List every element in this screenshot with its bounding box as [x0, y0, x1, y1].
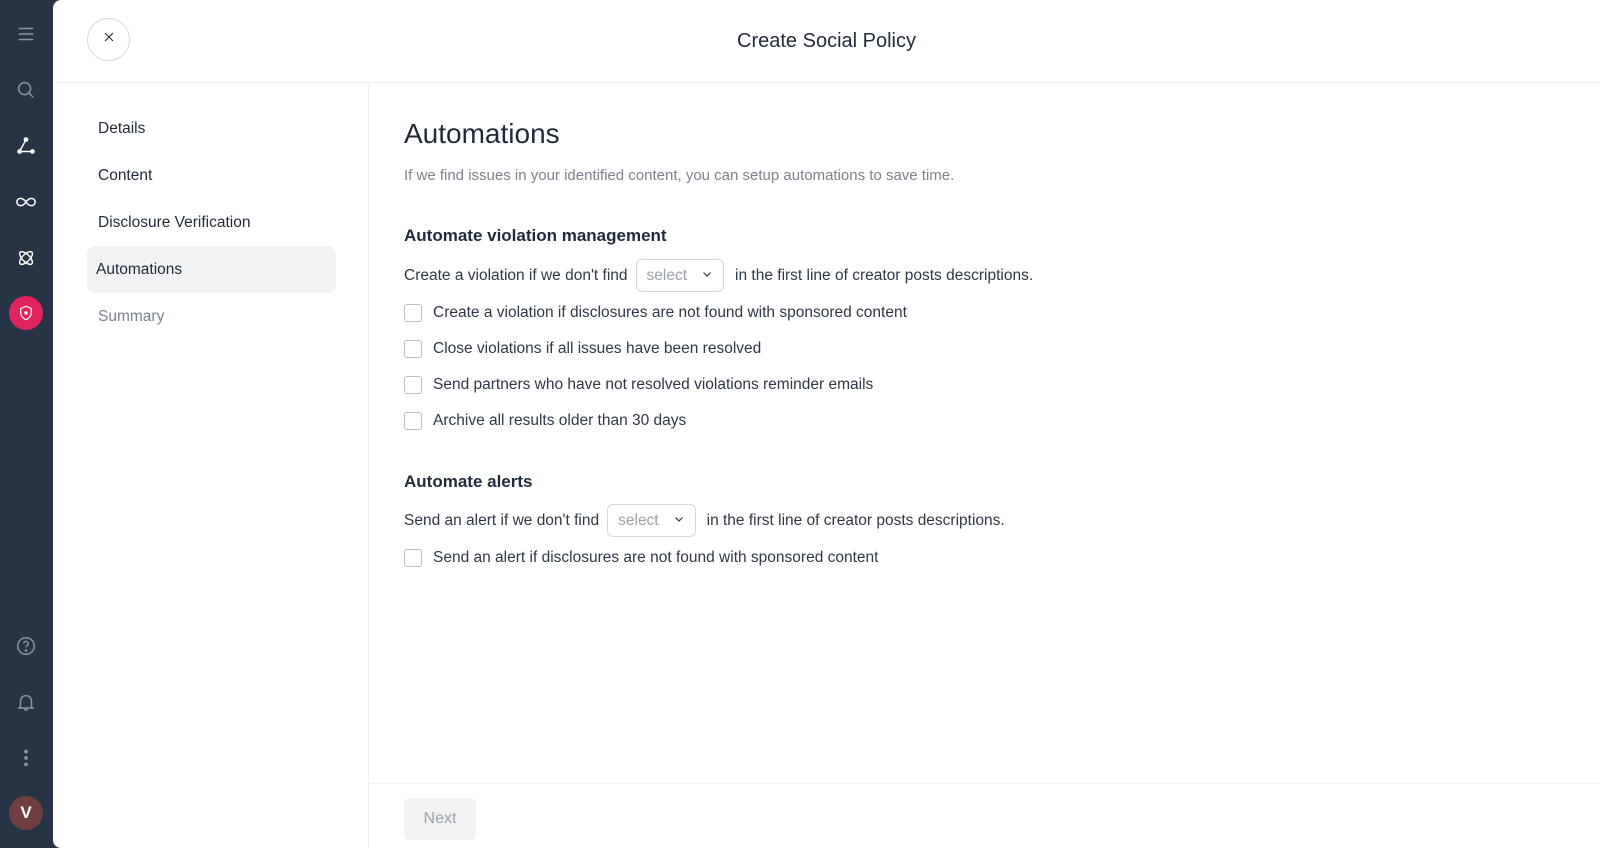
network-icon[interactable]: [11, 131, 41, 161]
nav-item-summary[interactable]: Summary: [98, 307, 165, 325]
violations-heading: Automate violation management: [404, 226, 667, 245]
more-vertical-icon[interactable]: [11, 743, 41, 773]
chevron-down-icon: [673, 512, 685, 530]
select-placeholder: select: [646, 266, 688, 284]
checkbox-row[interactable]: [404, 340, 761, 358]
rule-prefix: Send an alert if we don't find: [404, 511, 600, 529]
alert-select[interactable]: [607, 504, 696, 537]
section-subtitle: If we find issues in your identified content, you can setup automations to save time.: [404, 167, 955, 184]
help-icon[interactable]: [11, 631, 41, 661]
nav-item-automations[interactable]: Automations: [87, 246, 336, 293]
infinity-icon[interactable]: [11, 187, 41, 217]
search-icon[interactable]: [11, 75, 41, 105]
alert-rule: [404, 504, 1005, 537]
checkbox-label: Send partners who have not resolved violations reminder emails: [433, 376, 874, 393]
violation-rule: [404, 259, 1033, 292]
checkbox-row[interactable]: [404, 376, 873, 394]
select-placeholder: select: [618, 511, 659, 529]
user-avatar[interactable]: V: [9, 796, 43, 830]
checkbox-label: Create a violation if disclosures are not found with sponsored content: [433, 304, 907, 321]
app-sidebar: [0, 0, 53, 848]
checkbox[interactable]: [404, 412, 422, 430]
chevron-down-icon: [701, 267, 713, 285]
checkbox-row[interactable]: [404, 412, 686, 430]
checkbox-label: Archive all results older than 30 days: [433, 412, 687, 429]
checkbox[interactable]: [404, 304, 422, 322]
checkbox[interactable]: [404, 340, 422, 358]
atom-icon[interactable]: [11, 243, 41, 273]
nav-item-disclosure-verification[interactable]: Disclosure Verification: [98, 213, 251, 231]
checkbox-label: Send an alert if disclosures are not found with sponsored content: [433, 549, 879, 566]
rule-suffix: in the first line of creator posts descriptions.: [735, 266, 1034, 284]
checkbox[interactable]: [404, 376, 422, 394]
section-title: Automations: [404, 118, 560, 149]
close-icon: [101, 29, 117, 50]
nav-item-content[interactable]: Content: [98, 166, 153, 184]
shield-icon[interactable]: [9, 296, 43, 330]
nav-item-details[interactable]: Details: [98, 119, 146, 137]
panel-header: [53, 0, 1600, 83]
checkbox-row[interactable]: [404, 549, 878, 567]
checkbox-label: Close violations if all issues have been resolved: [433, 340, 762, 357]
violation-select[interactable]: [636, 259, 725, 292]
rule-suffix: in the first line of creator posts descriptions.: [706, 511, 1005, 529]
bell-icon[interactable]: [11, 687, 41, 717]
checkbox[interactable]: [404, 549, 422, 567]
alerts-heading: Automate alerts: [404, 472, 533, 491]
menu-icon[interactable]: [11, 19, 41, 49]
next-button[interactable]: Next: [404, 798, 476, 840]
create-policy-panel: [53, 0, 1600, 848]
page-title: Create Social Policy: [737, 29, 916, 52]
rule-prefix: Create a violation if we don't find: [404, 266, 628, 284]
step-nav: [53, 83, 369, 848]
panel-footer: [369, 783, 1600, 848]
close-button[interactable]: [87, 18, 130, 61]
checkbox-row[interactable]: [404, 304, 907, 322]
